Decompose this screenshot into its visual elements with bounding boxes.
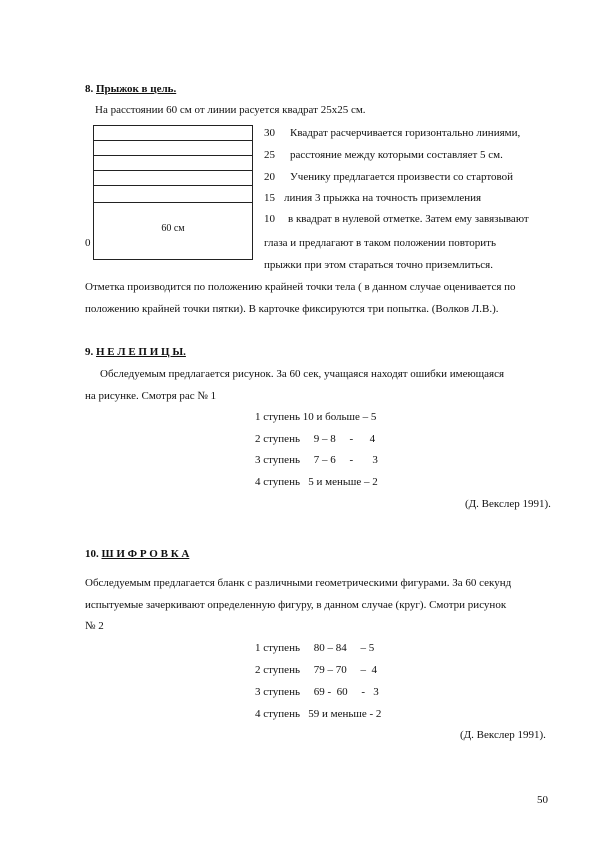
grid-line xyxy=(94,185,252,186)
section8-heading xyxy=(85,82,176,96)
description-line: расстояние между которыми составляет 5 см. xyxy=(290,149,503,161)
section10-number: 10. xyxy=(85,548,99,560)
scale-10: 10 xyxy=(264,213,275,225)
description-line: Ученику предлагается произвести со стартовой xyxy=(290,171,514,183)
section10-score-row: 2 ступень 79 – 70 – 4 xyxy=(255,664,377,676)
section10-score-row: 1 ступень 80 – 84 – 5 xyxy=(255,642,375,654)
description-line: Квадрат расчерчивается горизонтально линиями, xyxy=(290,127,521,139)
scale-15: 15 xyxy=(264,192,275,204)
section10-heading xyxy=(85,547,189,561)
section8-paragraph: положению крайней точки пятки). В карточке фиксируются три попытка. (Волков Л.В.). xyxy=(85,303,499,315)
section9-citation: (Д. Векслер 1991). xyxy=(465,498,551,510)
section8-intro: На расстоянии 60 см от линии расуется квадрат 25х25 см. xyxy=(95,104,366,116)
section10-title: Ш И Ф Р О В К А xyxy=(101,548,190,560)
section8-paragraph: Отметка производится по положению крайней точки тела ( в данном случае оценивается по xyxy=(85,281,516,293)
section9-number: 9. xyxy=(85,346,94,358)
section10-score-row: 4 ступень 59 и меньше - 2 xyxy=(255,708,382,720)
description-line: глаза и предлагают в таком положении повторить xyxy=(264,237,496,249)
section9-score-row: 4 ступень 5 и меньше – 2 xyxy=(255,476,378,488)
section9-score-row: 1 ступень 10 и больше – 5 xyxy=(255,411,377,423)
grid-line xyxy=(94,155,252,156)
grid-line xyxy=(94,170,252,171)
section10-score-row: 3 ступень 69 - 60 - 3 xyxy=(255,686,379,698)
description-line: прыжки при этом стараться точно приземлиться. xyxy=(264,259,493,271)
section9-text: Обследуемым предлагается рисунок. За 60 сек, учащаяся находят ошибки имеющаяся xyxy=(100,368,505,380)
section9-text: на рисунке. Смотря рас № 1 xyxy=(85,390,217,402)
section9-score-row: 2 ступень 9 – 8 - 4 xyxy=(255,433,376,445)
section9-title: Н Е Л Е П И Ц Ы. xyxy=(96,346,186,358)
scale-30: 30 xyxy=(264,127,275,139)
target-square-diagram xyxy=(93,125,253,260)
section9-heading xyxy=(85,345,186,359)
section10-text: № 2 xyxy=(85,620,104,632)
grid-line xyxy=(94,202,252,203)
zero-mark: 0 xyxy=(85,237,91,249)
grid-line xyxy=(94,140,252,141)
section8-title: Прыжок в цель. xyxy=(96,83,177,95)
scale-20: 20 xyxy=(264,171,275,183)
page-number: 50 xyxy=(537,794,548,806)
section10-citation: (Д. Векслер 1991). xyxy=(460,729,546,741)
section10-text: Обследуемым предлагается бланк с различными геометрическими фигурами. За 60 секунд xyxy=(85,577,512,589)
section10-text: испытуемые зачеркивают определенную фигуру, в данном случае (круг). Смотри рисунок xyxy=(85,599,507,611)
square-distance-label: 60 см xyxy=(161,223,185,234)
description-line: линия 3 прыжка на точность приземления xyxy=(284,192,482,204)
scale-25: 25 xyxy=(264,149,275,161)
section9-score-row: 3 ступень 7 – 6 - 3 xyxy=(255,454,378,466)
section8-number: 8. xyxy=(85,83,94,95)
description-line: в квадрат в нулевой отметке. Затем ему завязывают xyxy=(288,213,529,225)
